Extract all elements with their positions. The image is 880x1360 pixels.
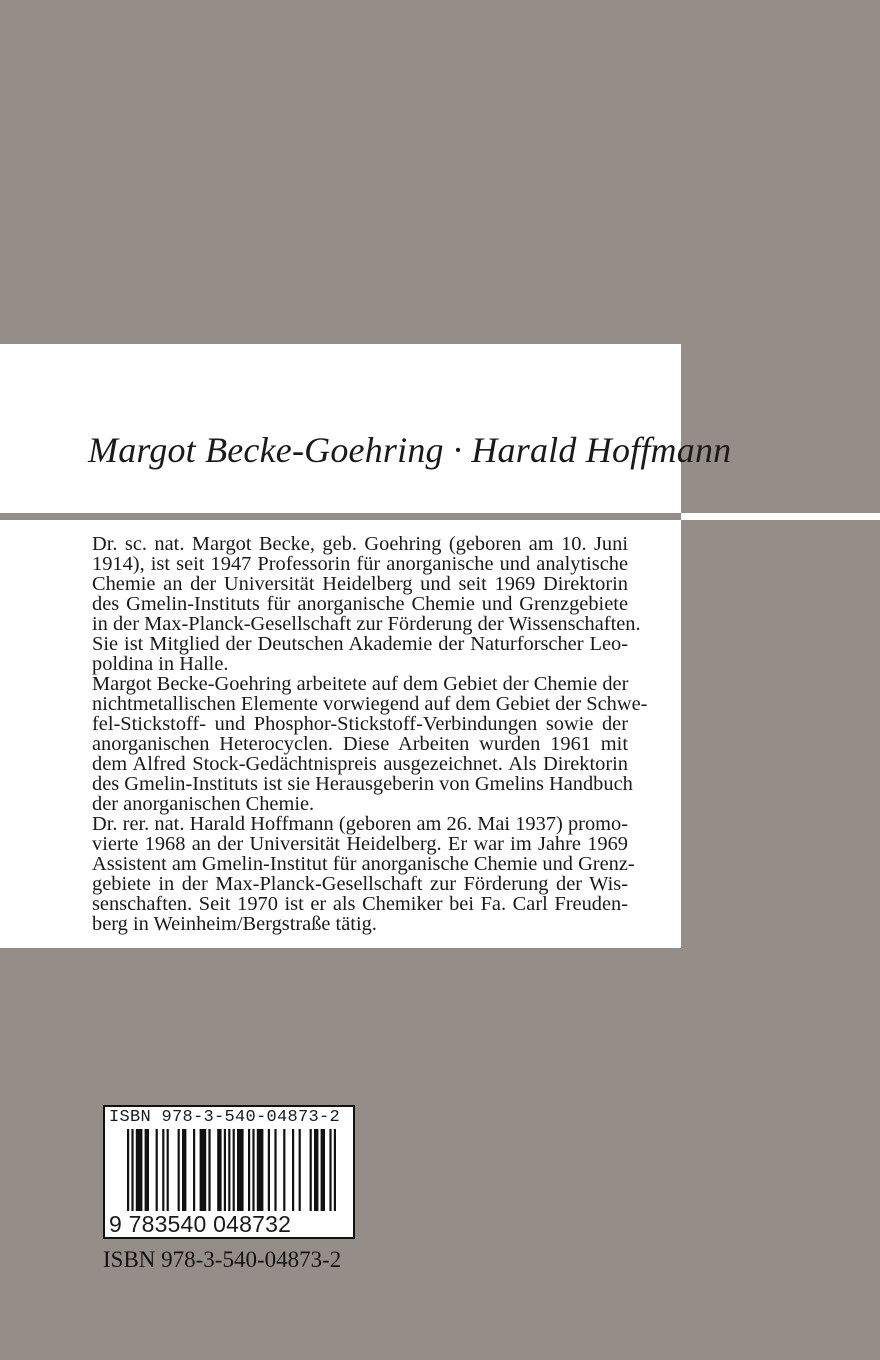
biography-becke bbox=[92, 533, 648, 815]
text-line: fel-Stickstoff- und Phosphor-Stickstoff-Verbindungen sowie der bbox=[92, 713, 628, 735]
text-line: berg in Weinheim/Bergstraße tätig. bbox=[92, 913, 377, 935]
text-line: vierte 1968 an der Universität Heidelberg. Er war im Jahre 1969 bbox=[92, 833, 628, 855]
text-line: der anorganischen Chemie. bbox=[92, 793, 315, 815]
text-line: 1914), ist seit 1947 Professorin für anorganische und analytische bbox=[92, 553, 628, 575]
barcode-bar bbox=[182, 1129, 186, 1221]
text-line: senschaften. Seit 1970 ist er als Chemiker bei Fa. Carl Freuden- bbox=[92, 893, 628, 915]
text-line: in der Max-Planck-Gesellschaft zur Förderung der Wissenschaften. bbox=[92, 613, 641, 635]
barcode-bar bbox=[314, 1129, 318, 1221]
biography-hoffmann bbox=[92, 813, 635, 935]
barcode-bar bbox=[268, 1129, 270, 1221]
barcode-digits: 9 783540 048732 bbox=[109, 1211, 349, 1237]
text-line: Margot Becke-Goehring arbeitete auf dem Gebiet der Chemie der bbox=[92, 673, 629, 695]
barcode-bar bbox=[299, 1129, 301, 1221]
barcode-bar bbox=[178, 1129, 180, 1221]
barcode-bar bbox=[310, 1129, 312, 1221]
text-line: dem Alfred Stock-Gedächtnispreis ausgezeichnet. Als Direktorin bbox=[92, 753, 628, 775]
text-line: Dr. rer. nat. Harald Hoffmann (geboren am 26. Mai 1937) promo- bbox=[92, 813, 628, 835]
author-names: Margot Becke-Goehring · Harald Hoffmann bbox=[88, 430, 732, 470]
barcode-bar bbox=[321, 1129, 325, 1221]
text-line: Sie ist Mitglied der Deutschen Akademie der Naturforscher Leo- bbox=[92, 633, 628, 655]
barcode-bar bbox=[162, 1129, 164, 1221]
barcode-bar bbox=[252, 1129, 254, 1221]
barcode-bar bbox=[257, 1129, 264, 1221]
barcode-bar bbox=[200, 1129, 207, 1221]
barcode-bar bbox=[136, 1129, 143, 1221]
barcode-bar bbox=[283, 1129, 285, 1221]
barcode-bar bbox=[224, 1129, 226, 1221]
text-line: gebiete in der Max-Planck-Gesellschaft zur Förderung der Wis- bbox=[92, 873, 628, 895]
text-line: Assistent am Gmelin-Institut für anorganische Chemie und Grenz- bbox=[92, 853, 635, 875]
white-stripe bbox=[681, 513, 880, 520]
text-line: anorganischen Heterocyclen. Diese Arbeiten wurden 1961 mit bbox=[92, 733, 628, 755]
barcode-bar bbox=[193, 1129, 195, 1221]
barcode-bar bbox=[274, 1129, 276, 1221]
text-line: des Gmelin-Instituts für anorganische Chemie und Grenzgebiete bbox=[92, 593, 628, 615]
isbn-footer: ISBN 978-3-540-04873-2 bbox=[103, 1247, 342, 1272]
biography-panel bbox=[0, 520, 681, 948]
barcode-isbn-label: ISBN 978-3-540-04873-2 bbox=[109, 1108, 341, 1127]
barcode-bar bbox=[237, 1129, 244, 1221]
author-title-panel bbox=[0, 344, 732, 513]
barcode-bar bbox=[292, 1129, 294, 1221]
text-line: Dr. sc. nat. Margot Becke, geb. Goehring (geboren am 10. Juni bbox=[92, 533, 628, 555]
barcode-bar bbox=[217, 1129, 221, 1221]
text-line: nichtmetallischen Elemente vorwiegend auf dem Gebiet der Schwe- bbox=[92, 693, 648, 715]
text-line: poldina in Halle. bbox=[92, 653, 229, 675]
text-line: Chemie an der Universität Heidelberg und seit 1969 Direktorin bbox=[92, 573, 628, 595]
barcode-bar bbox=[156, 1129, 158, 1221]
text-line: des Gmelin-Instituts ist sie Herausgeberin von Gmelins Handbuch bbox=[92, 773, 633, 795]
barcode bbox=[103, 1105, 355, 1239]
barcode-bar bbox=[145, 1129, 149, 1221]
barcode-bar bbox=[208, 1129, 210, 1221]
barcode-bar bbox=[248, 1129, 250, 1221]
barcode-bar bbox=[167, 1129, 169, 1221]
